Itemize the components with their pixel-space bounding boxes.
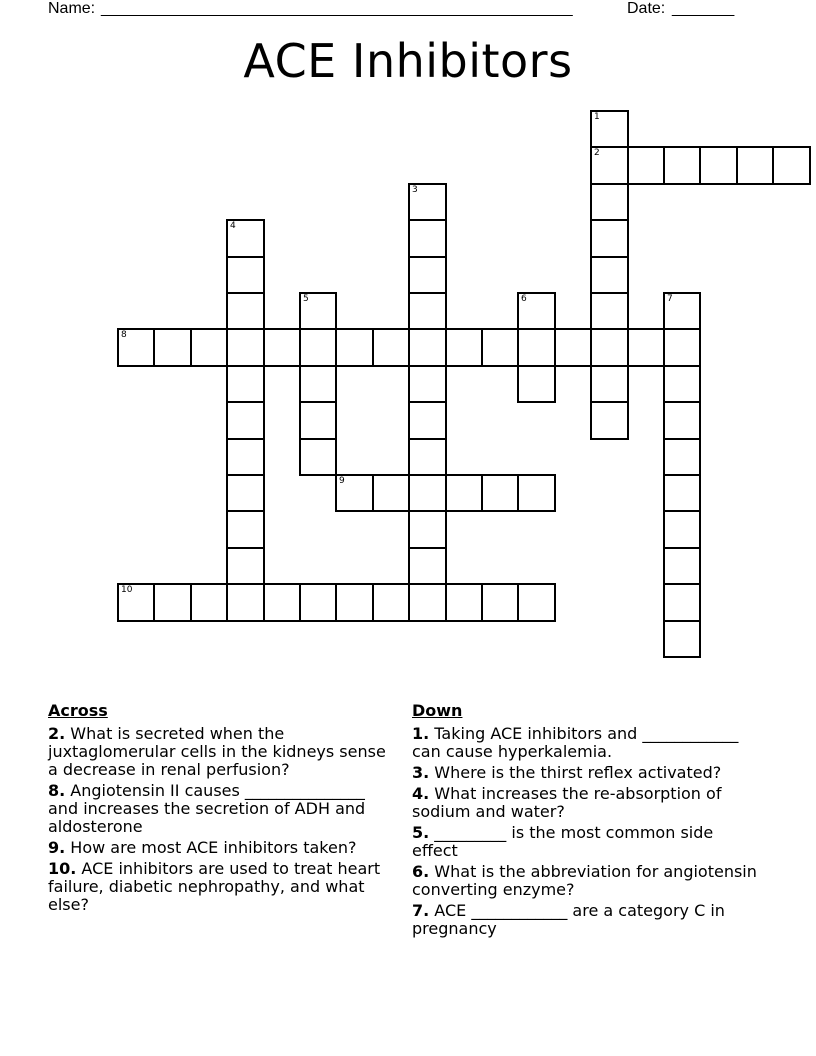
- crossword-cell[interactable]: [299, 292, 337, 330]
- crossword-cell[interactable]: [408, 438, 447, 476]
- crossword-cell[interactable]: [226, 256, 265, 294]
- date-label: Date:: [627, 0, 666, 17]
- crossword-cell[interactable]: [226, 438, 265, 476]
- crossword-cell[interactable]: [408, 328, 447, 367]
- crossword-cell[interactable]: [408, 365, 447, 403]
- crossword-cell[interactable]: [627, 328, 665, 367]
- crossword-cell[interactable]: [226, 292, 265, 330]
- crossword-cell[interactable]: [590, 183, 629, 221]
- crossword-cell[interactable]: [663, 547, 701, 585]
- crossword-cell[interactable]: [590, 328, 629, 367]
- clue-number: 5: [303, 294, 309, 304]
- crossword-cell[interactable]: [190, 328, 228, 367]
- crossword-cell[interactable]: [226, 547, 265, 585]
- crossword-cell[interactable]: [481, 474, 519, 512]
- page-title: ACE Inhibitors: [243, 34, 573, 88]
- crossword-cell[interactable]: [408, 256, 447, 294]
- date-field[interactable]: _______: [672, 0, 735, 17]
- crossword-cell[interactable]: [263, 328, 301, 367]
- crossword-cell[interactable]: [663, 620, 701, 658]
- crossword-cell[interactable]: [408, 510, 447, 549]
- crossword-cell[interactable]: [299, 438, 337, 476]
- crossword-cell[interactable]: [408, 547, 447, 585]
- crossword-cell[interactable]: [226, 510, 265, 549]
- crossword-cell[interactable]: [226, 583, 265, 622]
- crossword-cell[interactable]: [590, 292, 629, 330]
- crossword-cell[interactable]: [408, 183, 447, 221]
- crossword-cell[interactable]: [372, 328, 410, 367]
- crossword-cell[interactable]: [408, 474, 447, 512]
- crossword-cell[interactable]: [299, 328, 337, 367]
- crossword-cell[interactable]: [736, 146, 774, 185]
- crossword-cell[interactable]: [590, 401, 629, 440]
- name-field[interactable]: _____________________________________________________: [101, 0, 573, 17]
- clue-number: 9: [339, 476, 345, 486]
- crossword-cell[interactable]: [445, 328, 483, 367]
- clue-number: 2: [594, 148, 600, 158]
- crossword-cell[interactable]: [663, 365, 701, 403]
- crossword-cell[interactable]: [517, 292, 556, 330]
- crossword-cell[interactable]: [335, 328, 374, 367]
- crossword-cell[interactable]: [445, 583, 483, 622]
- down-clue-5: 5. _________ is the most common side effect: [412, 823, 714, 860]
- crossword-cell[interactable]: [554, 328, 592, 367]
- crossword-cell[interactable]: [663, 474, 701, 512]
- crossword-cell[interactable]: [590, 365, 629, 403]
- crossword-cell[interactable]: [335, 583, 374, 622]
- clue-number: 10: [121, 585, 133, 595]
- crossword-cell[interactable]: [663, 328, 701, 367]
- crossword-cell[interactable]: [663, 292, 701, 330]
- crossword-cell[interactable]: [663, 510, 701, 549]
- down-clue-4: 4. What increases the re-absorption of sodium and water?: [412, 784, 722, 821]
- down-clue-1: 1. Taking ACE inhibitors and ____________ can cause hyperkalemia.: [412, 724, 739, 761]
- crossword-cell[interactable]: [663, 146, 701, 185]
- crossword-cell[interactable]: [663, 583, 701, 622]
- crossword-cell[interactable]: [226, 401, 265, 440]
- crossword-cell[interactable]: [517, 583, 556, 622]
- clue-number: 6: [521, 294, 527, 304]
- name-label: Name:: [48, 0, 96, 17]
- crossword-cell[interactable]: [590, 110, 629, 148]
- crossword-cell[interactable]: [408, 292, 447, 330]
- down-clue-3: 3. Where is the thirst reflex activated?: [412, 763, 722, 782]
- crossword-cell[interactable]: [481, 328, 519, 367]
- crossword-cell[interactable]: [481, 583, 519, 622]
- crossword-cell[interactable]: [408, 401, 447, 440]
- crossword-cell[interactable]: [772, 146, 811, 185]
- crossword-cell[interactable]: [445, 474, 483, 512]
- across-clue-8: 8. Angiotensin II causes _______________ and increases the secretion of ADH and aldosterone: [48, 781, 366, 836]
- across-heading: Across: [48, 701, 108, 720]
- crossword-cell[interactable]: [517, 474, 556, 512]
- crossword-cell[interactable]: [299, 583, 337, 622]
- crossword-cell[interactable]: [263, 583, 301, 622]
- crossword-cell[interactable]: [372, 583, 410, 622]
- clue-number: 4: [230, 221, 236, 231]
- crossword-cell[interactable]: [590, 146, 629, 185]
- across-clue-2: 2. What is secreted when the juxtaglomerular cells in the kidneys sense a decrease in renal perfusion?: [48, 724, 386, 779]
- crossword-cell[interactable]: [372, 474, 410, 512]
- clue-number: 1: [594, 112, 600, 122]
- crossword-cell[interactable]: [408, 583, 447, 622]
- across-clue-10: 10. ACE inhibitors are used to treat heart failure, diabetic nephropathy, and what else?: [48, 859, 381, 914]
- clue-number: 7: [667, 294, 673, 304]
- crossword-cell[interactable]: [299, 365, 337, 403]
- crossword-cell[interactable]: [190, 583, 228, 622]
- crossword-cell[interactable]: [627, 146, 665, 185]
- across-clue-9: 9. How are most ACE inhibitors taken?: [48, 838, 357, 857]
- down-heading: Down: [412, 701, 463, 720]
- crossword-cell[interactable]: [517, 328, 556, 367]
- crossword-cell[interactable]: [517, 365, 556, 403]
- crossword-cell[interactable]: [590, 219, 629, 258]
- crossword-cell[interactable]: [699, 146, 738, 185]
- crossword-cell[interactable]: [663, 401, 701, 440]
- crossword-cell[interactable]: [153, 328, 192, 367]
- crossword-cell[interactable]: [117, 583, 155, 622]
- clue-number: 3: [412, 185, 418, 195]
- crossword-cell[interactable]: [408, 219, 447, 258]
- crossword-cell[interactable]: [299, 401, 337, 440]
- crossword-cell[interactable]: [590, 256, 629, 294]
- down-clues: [412, 702, 757, 941]
- down-clue-6: 6. What is the abbreviation for angiotensin converting enzyme?: [412, 862, 757, 899]
- across-clues: [48, 702, 398, 917]
- crossword-cell[interactable]: [226, 474, 265, 512]
- down-clue-7: 7. ACE ____________ are a category C in pregnancy: [412, 901, 725, 938]
- crossword-cell[interactable]: [226, 219, 265, 258]
- crossword-cell[interactable]: [117, 328, 155, 367]
- crossword-cell[interactable]: [663, 438, 701, 476]
- crossword-cell[interactable]: [226, 365, 265, 403]
- crossword-cell[interactable]: [335, 474, 374, 512]
- clue-number: 8: [121, 330, 127, 340]
- crossword-cell[interactable]: [226, 328, 265, 367]
- crossword-cell[interactable]: [153, 583, 192, 622]
